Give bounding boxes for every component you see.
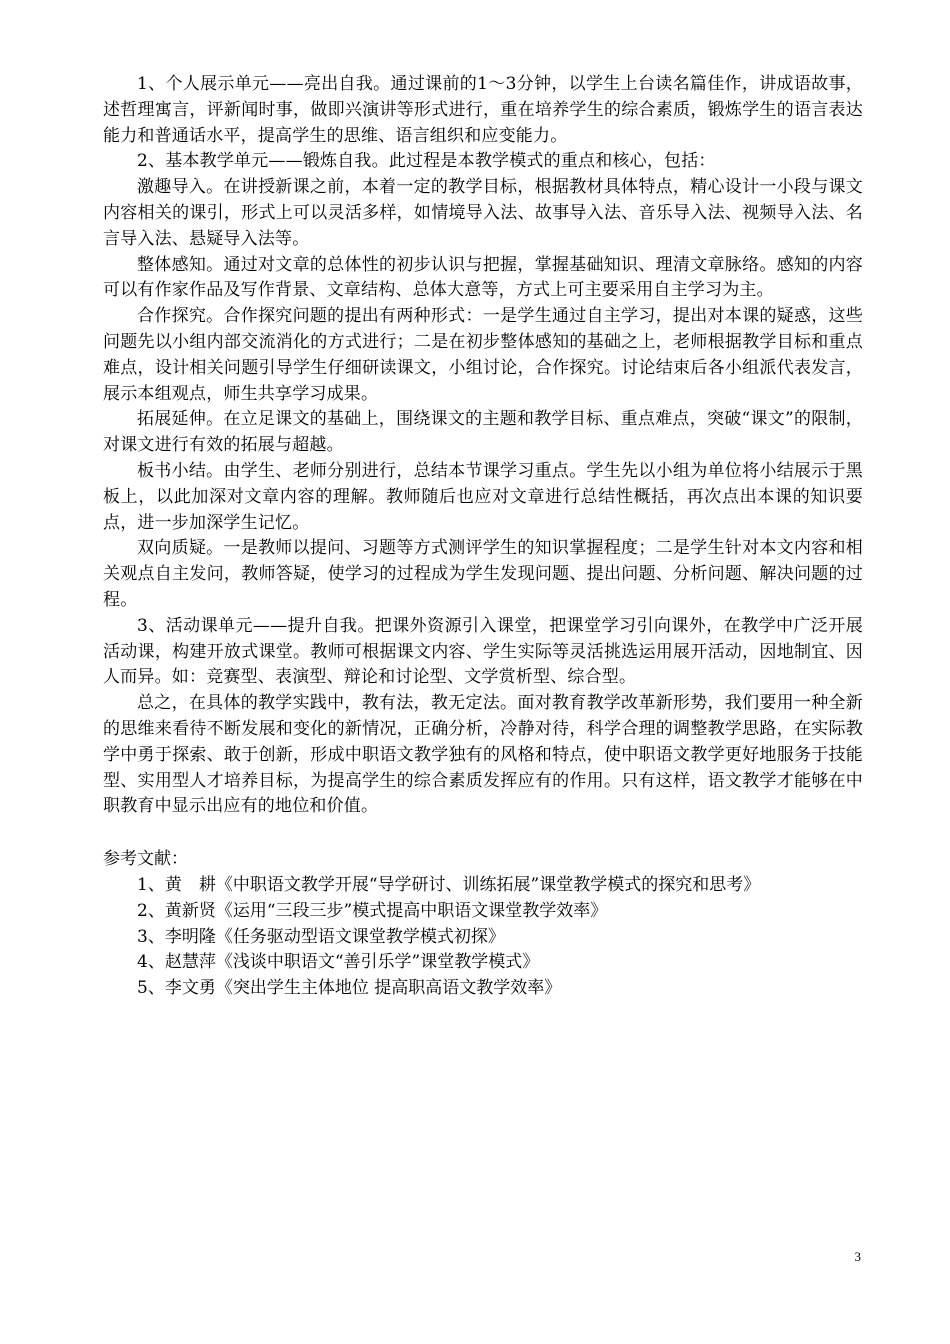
paragraph-basic-teaching-unit: 2、基本教学单元——锻炼自我。此过程是本教学模式的重点和核心，包括： — [137, 151, 716, 172]
paragraph-extension: 拓展延伸。在立足课文的基础上，围绕课文的主题和教学目标、重点难点，突破“课文”的限制，对课文进行有效的拓展与超越。 — [103, 409, 863, 456]
document-page — [103, 72, 863, 1002]
reference-item: 3、李明隆《任务驱动型语文课堂教学模式初探》 — [137, 926, 505, 947]
reference-item: 2、黄新贤《运用“三段三步”模式提高中职语文课堂教学效率》 — [137, 900, 608, 921]
paragraph-blackboard-summary: 板书小结。由学生、老师分别进行，总结本节课学习重点。学生先以小组为单位将小结展示于黑板上，以此加深对文章内容的理解。教师随后也应对文章进行总结性概括，再次点出本课的知识要点，进一步加深学生记忆。 — [103, 460, 863, 533]
reference-item: 5、李文勇《突出学生主体地位 提高职高语文教学效率》 — [137, 978, 562, 999]
body-text — [103, 72, 863, 820]
paragraph-conclusion: 总之，在具体的教学实践中，教有法，教无定法。面对教育教学改革新形势，我们要用一种全新的思维来看待不断发展和变化的新情况，正确分析，冷静对待，科学合理的调整教学思路，在实际教学中勇于探索、敢于创新，形成中职语文教学独有的风格和特点，使中职语文教学更好地服务于技能型、实用型人才培养目标，为提高学生的综合素质发挥应有的作用。只有这样，语文教学才能够在中职教育中显示出应有的地位和价值。 — [103, 693, 863, 817]
paragraph-interest-introduction: 激趣导入。在讲授新课之前，本着一定的教学目标，根据教材具体特点，精心设计一小段与课文内容相关的课引，形式上可以灵活多样，如情境导入法、故事导入法、音乐导入法、视频导入法、名言导入法、悬疑导入法等。 — [103, 177, 863, 249]
paragraph-activity-unit: 3、活动课单元——提升自我。把课外资源引入课堂，把课堂学习引向课外，在教学中广泛开展活动课，构建开放式课堂。教师可根据课文内容、学生实际等灵活挑选运用展开活动，因地制宜、因人而异。如：竞赛型、表演型、辩论和讨论型、文学赏析型、综合型。 — [103, 615, 863, 688]
references-title: 参考文献： — [103, 849, 188, 870]
paragraph-two-way-questioning: 双向质疑。一是教师以提问、习题等方式测评学生的知识掌握程度；二是学生针对本文内容和相关观点自主发问，教师答疑，使学习的过程成为学生发现问题、提出问题、分析问题、解决问题的过程。 — [103, 538, 863, 610]
paragraph-personal-display-unit: 1、个人展示单元——亮出自我。通过课前的1～3分钟，以学生上台读名篇佳作，讲成语故事，述哲理寓言，评新闻时事，做即兴演讲等形式进行，重在培养学生的综合素质，锻炼学生的语言表达能力和普通话水平，提高学生的思维、语言组织和应变能力。 — [103, 74, 863, 146]
reference-item: 1、黄 耕《中职语文教学开展“导学研讨、训练拓展”课堂教学模式的探究和思考》 — [137, 874, 761, 895]
paragraph-overall-perception: 整体感知。通过对文章的总体性的初步认识与把握，掌握基础知识、理清文章脉络。感知的内容可以有作家作品及写作背景、文章结构、总体大意等，方式上可主要采用自主学习为主。 — [103, 254, 863, 301]
references-section — [103, 847, 863, 1002]
page-number: 3 — [854, 1249, 861, 1264]
paragraph-cooperative-inquiry: 合作探究。合作探究问题的提出有两种形式：一是学生通过自主学习，提出对本课的疑惑，这些问题先以小组内部交流消化的方式进行；二是在初步整体感知的基础之上，老师根据教学目标和重点难点，设计相关问题引导学生仔细研读课文，小组讨论，合作探究。讨论结束后各小组派代表发言，展示本组观点，师生共享学习成果。 — [103, 306, 863, 404]
reference-item: 4、赵慧萍《浅谈中职语文“善引乐学”课堂教学模式》 — [137, 952, 540, 973]
